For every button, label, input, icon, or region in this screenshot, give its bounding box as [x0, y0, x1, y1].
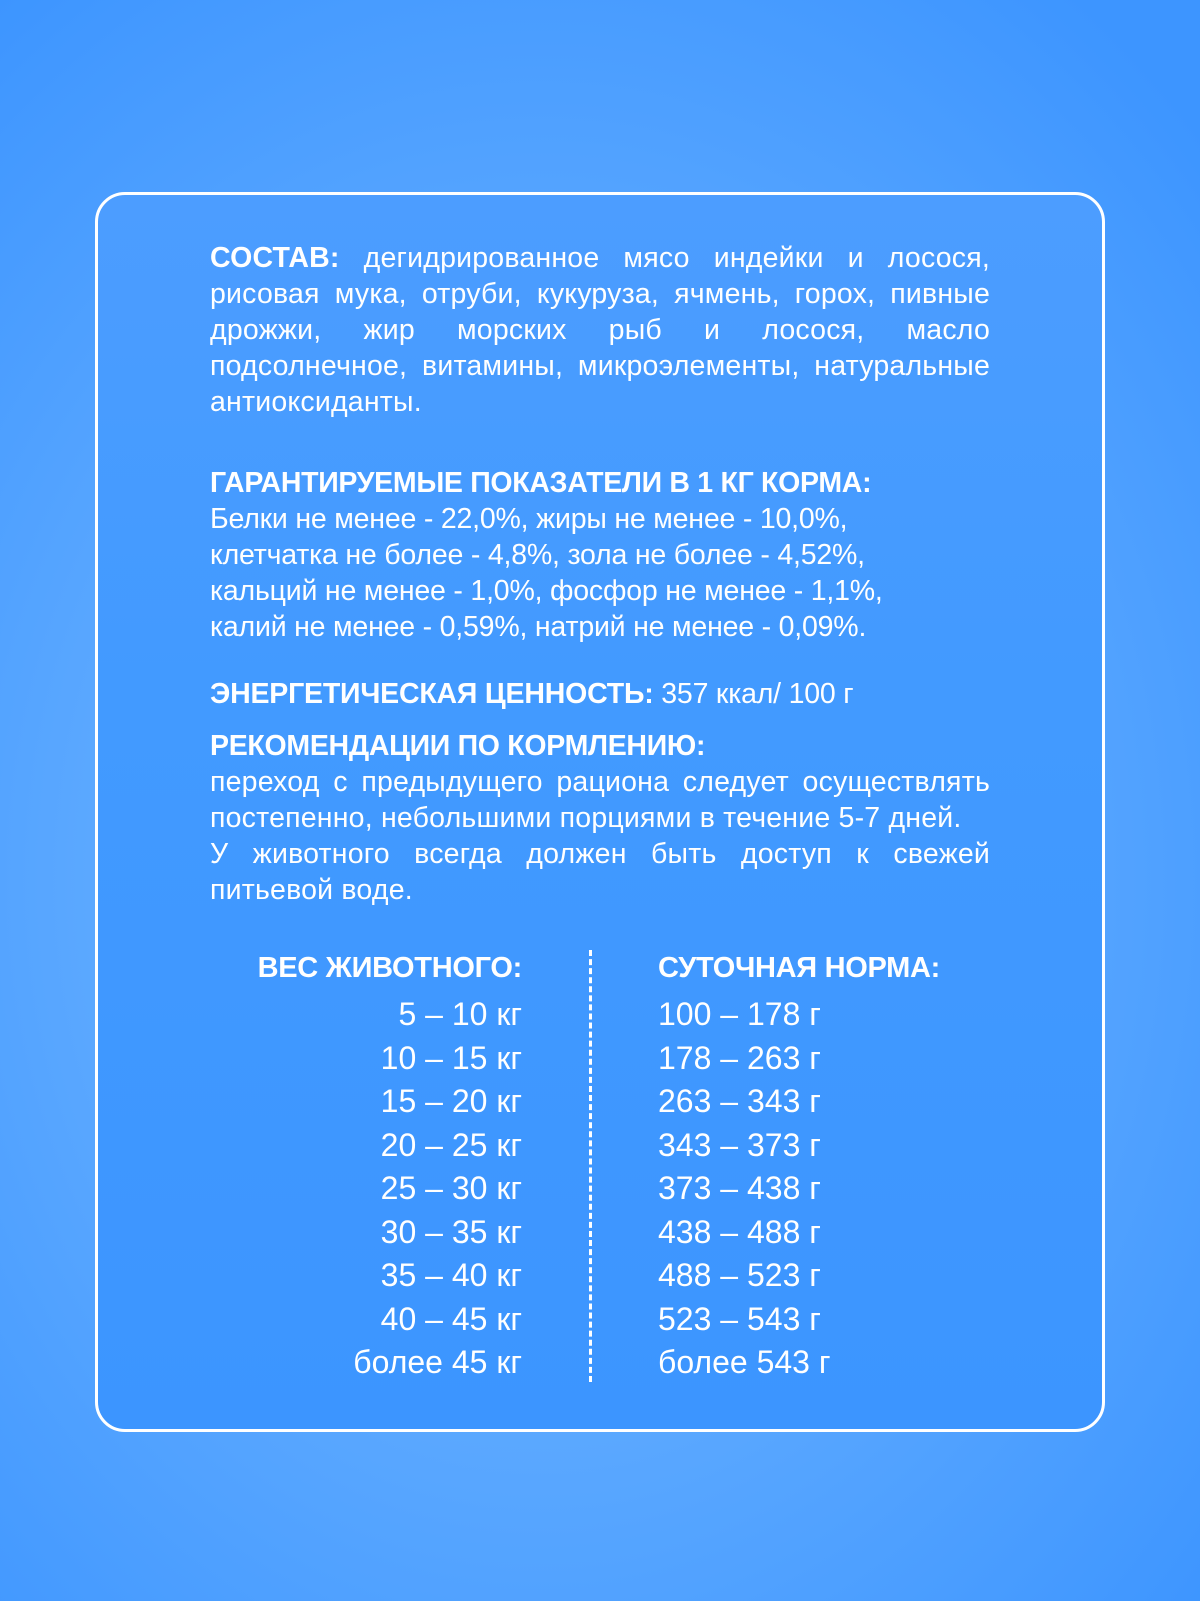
weight-cell: более 45 кг	[353, 1344, 522, 1380]
norm-cell: 373 – 438 г	[658, 1170, 821, 1206]
recommendations-section	[210, 728, 990, 908]
norm-cell: 178 – 263 г	[658, 1039, 821, 1076]
norm-header: СУТОЧНАЯ НОРМА:	[658, 952, 941, 984]
weight-cell: 40 – 45 кг	[380, 1300, 522, 1337]
guaranteed-line: Белки не менее - 22,0%, жиры не менее - 10,0%,	[210, 503, 848, 535]
composition-text: дегидрированное мясо индейки и лосося, рисовая мука, отруби, кукуруза, ячмень, горох, пивные дрожжи, жир морских рыб и лосося, масло подсолнечное, витамины, микроэлементы, натуральные антиоксиданты.	[210, 242, 990, 418]
weight-cell: 35 – 40 кг	[380, 1257, 522, 1293]
recommendations-paragraph: У животного всегда должен быть доступ к свежей питьевой воде.	[210, 838, 990, 906]
norm-cell: 488 – 523 г	[658, 1257, 821, 1293]
guaranteed-line: калий не менее - 0,59%, натрий не менее - 0,09%.	[210, 611, 867, 643]
norm-cell: 438 – 488 г	[658, 1213, 821, 1250]
norm-cell: более 543 г	[658, 1344, 831, 1380]
weight-cell: 30 – 35 кг	[380, 1213, 522, 1250]
norm-cell: 263 – 343 г	[658, 1083, 821, 1119]
guaranteed-line: клетчатка не более - 4,8%, зола не более - 4,52%,	[210, 539, 865, 571]
norm-cell: 343 – 373 г	[658, 1126, 821, 1163]
weight-cell: 10 – 15 кг	[380, 1039, 522, 1076]
weight-cell: 5 – 10 кг	[398, 996, 522, 1032]
guaranteed-title: ГАРАНТИРУЕМЫЕ ПОКАЗАТЕЛИ В 1 КГ КОРМА:	[210, 467, 872, 499]
weight-cell: 15 – 20 кг	[380, 1083, 522, 1119]
norm-cell: 523 – 543 г	[658, 1300, 821, 1337]
weight-header: ВЕС ЖИВОТНОГО:	[257, 952, 522, 984]
recommendations-title: РЕКОМЕНДАЦИИ ПО КОРМЛЕНИЮ:	[210, 730, 706, 762]
energy-label: ЭНЕРГЕТИЧЕСКАЯ ЦЕННОСТЬ:	[210, 678, 654, 710]
weight-cell: 20 – 25 кг	[380, 1126, 522, 1163]
composition-section	[210, 240, 990, 420]
weight-column	[210, 950, 522, 1385]
composition-label: СОСТАВ:	[210, 242, 340, 274]
guaranteed-line: кальций не менее - 1,0%, фосфор не менее - 1,1%,	[210, 575, 883, 607]
weight-cell: 25 – 30 кг	[380, 1170, 522, 1206]
energy-value: 357 ккал/ 100 г	[661, 678, 854, 710]
energy-section	[210, 676, 990, 712]
guaranteed-section	[210, 465, 990, 645]
dashed-divider	[589, 950, 592, 1382]
recommendations-paragraph: переход с предыдущего рациона следует осуществлять постепенно, небольшими порциями в течение 5-7 дней.	[210, 766, 990, 834]
norm-column	[658, 950, 990, 1385]
norm-cell: 100 – 178 г	[658, 996, 821, 1032]
